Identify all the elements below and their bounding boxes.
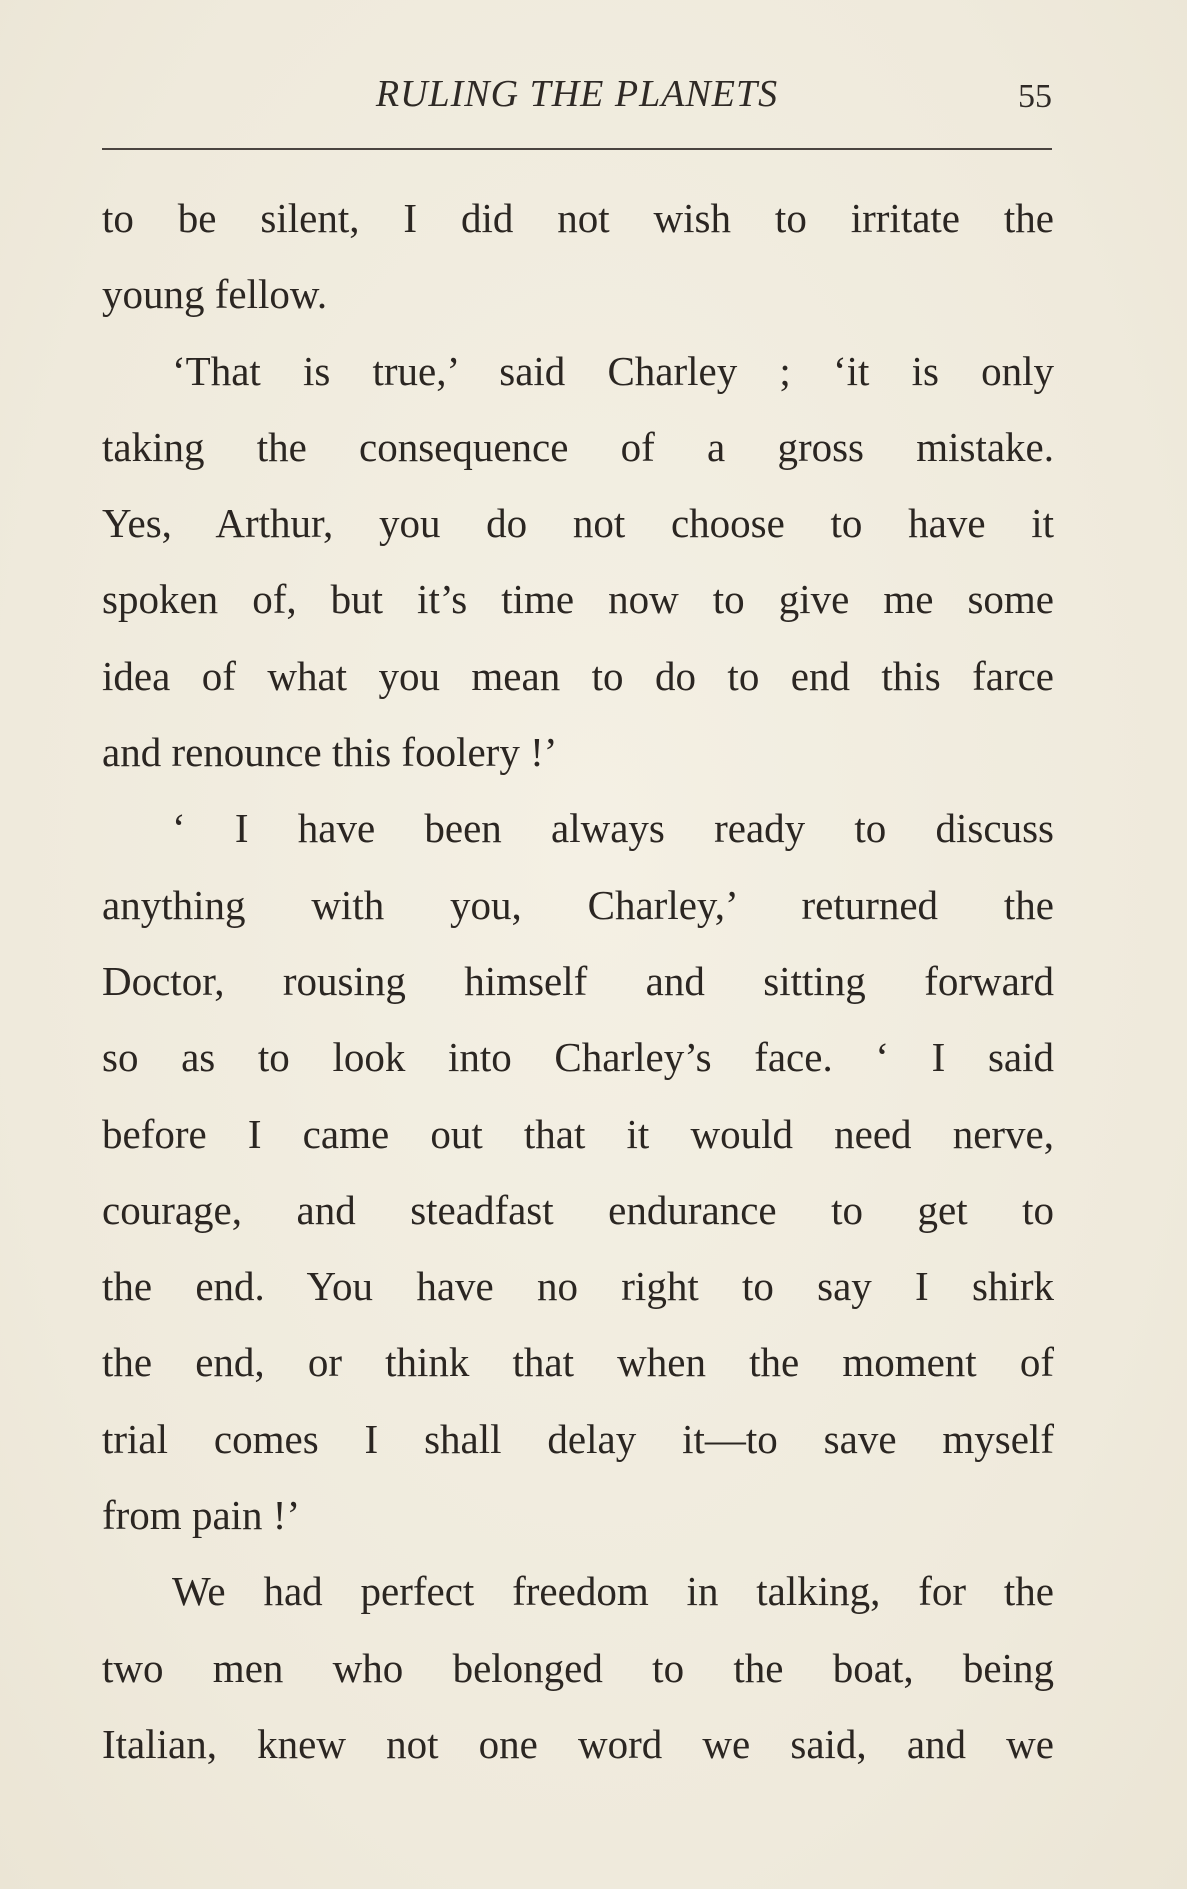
text-line: so as to look into Charley’s face. ‘ I said [102, 1034, 1054, 1081]
text-line: anything with you, Charley,’ returned the [102, 881, 1054, 928]
text-line: ‘ I have been always ready to discuss [172, 805, 1054, 852]
running-head [102, 72, 1052, 122]
text-line: idea of what you mean to do to end this farce [102, 652, 1054, 699]
text-line: Yes, Arthur, you do not choose to have it [102, 500, 1054, 547]
text-line: the end. You have no right to say I shirk [102, 1263, 1054, 1310]
text-line: taking the consequence of a gross mistake. [102, 423, 1054, 470]
text-line: and renounce this foolery !’ [102, 729, 558, 776]
text-line: from pain !’ [102, 1492, 301, 1539]
running-title: RULING THE PLANETS [375, 73, 779, 115]
text-line: We had perfect freedom in talking, for the [172, 1568, 1054, 1615]
text-line: young fellow. [102, 271, 328, 318]
text-line: two men who belonged to the boat, being [102, 1644, 1054, 1691]
page-number: 55 [1018, 78, 1052, 115]
header-rule [102, 148, 1052, 150]
text-line: courage, and steadfast endurance to get to [102, 1186, 1054, 1233]
text-line: Italian, knew not one word we said, and we [102, 1720, 1054, 1767]
text-line: to be silent, I did not wish to irritate the [102, 195, 1054, 241]
text-line: spoken of, but it’s time now to give me some [102, 576, 1054, 623]
text-line: before I came out that it would need nerve, [102, 1110, 1054, 1157]
text-line: Doctor, rousing himself and sitting forward [102, 957, 1054, 1004]
text-line: trial comes I shall delay it—to save myself [102, 1415, 1054, 1462]
body-text [102, 180, 1054, 1782]
text-line: the end, or think that when the moment of [102, 1339, 1054, 1386]
text-line: ‘That is true,’ said Charley ; ‘it is only [172, 347, 1054, 394]
